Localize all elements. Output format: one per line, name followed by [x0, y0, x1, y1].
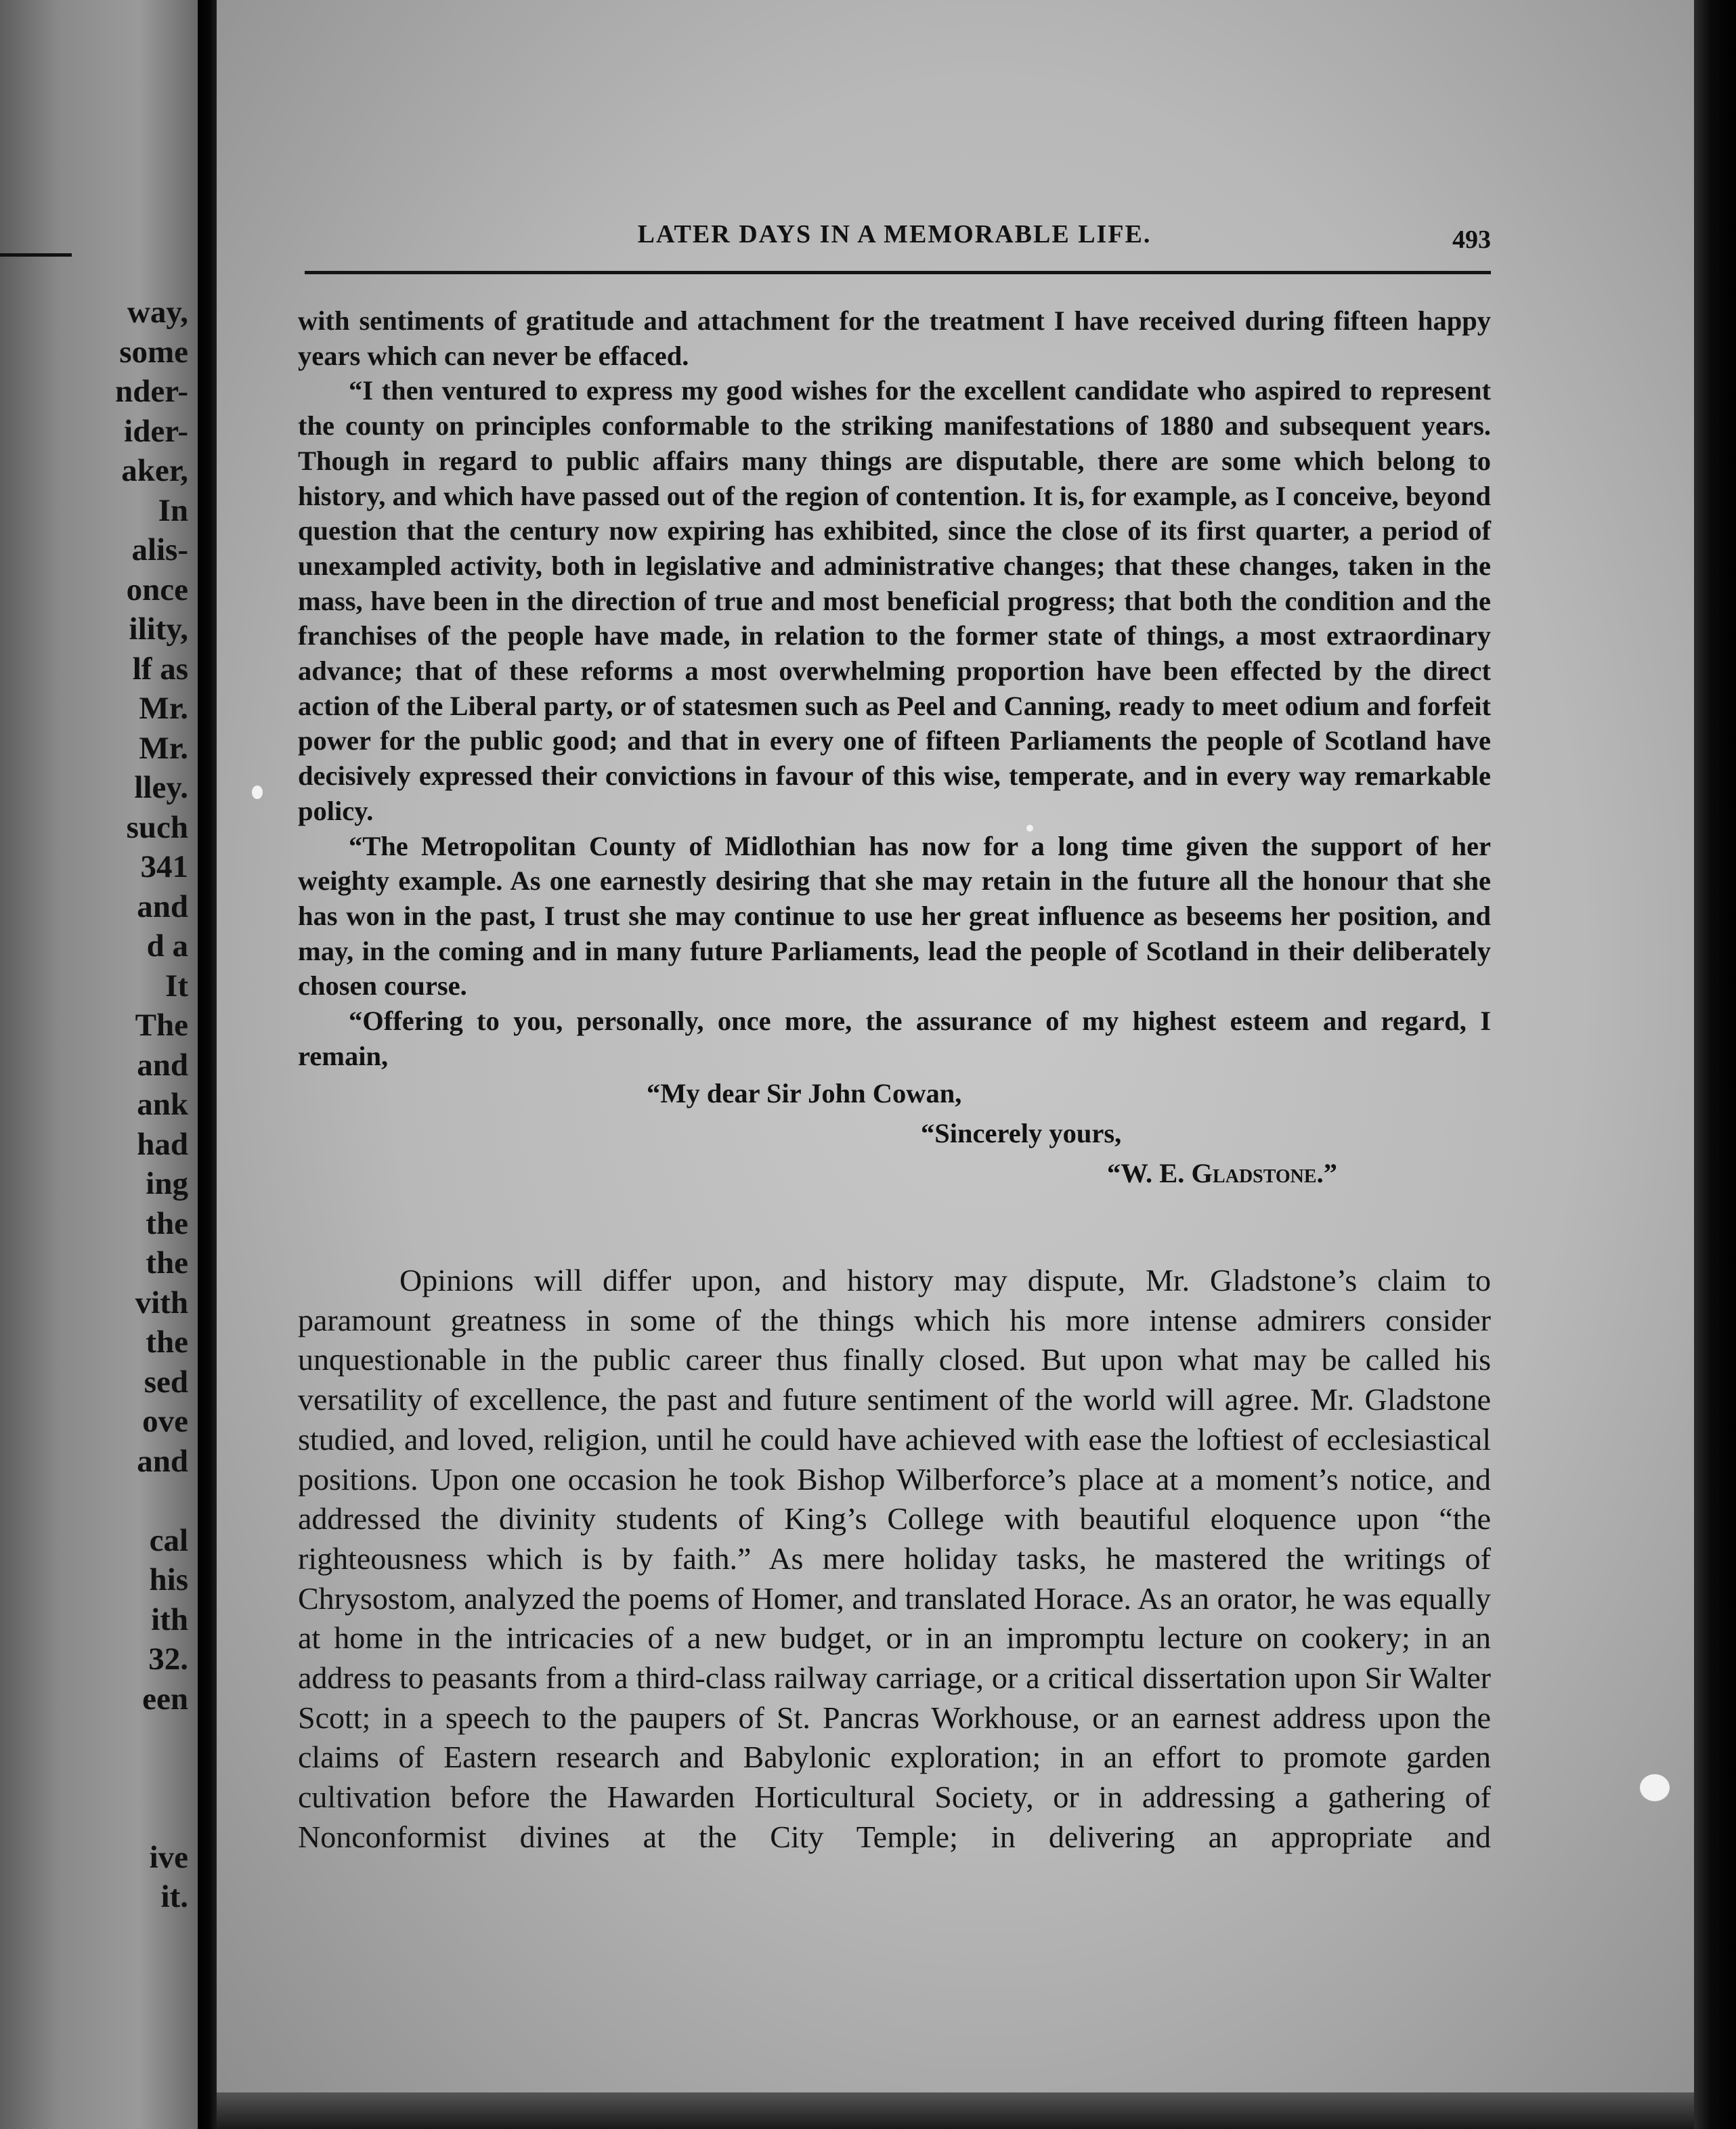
- previous-page-fragment: een: [142, 1681, 188, 1717]
- header-rule: [305, 271, 1491, 274]
- letter-paragraph: “The Metropolitan County of Midlothian has now for a long time given the support of her weighty example. As one earnestly desiring that she may retain in the future all the honour that she has won in the past, I trust she may continue to use her great influence as beseems her position, and may, in the coming and in many future Parliaments, lead the people of Scotland in their deliberately chosen course.: [298, 830, 1491, 1002]
- previous-page-fragment: ive: [149, 1839, 188, 1875]
- previous-page-text-fragments: [53, 293, 188, 1917]
- previous-page-fragment: 341: [140, 849, 188, 884]
- letter-paragraph: with sentiments of gratitude and attachment for the treatment I have received during fifteen happy years which can never be effaced.: [298, 305, 1491, 371]
- previous-page-fragment: nder-: [115, 374, 188, 409]
- quoted-letter: [298, 303, 1491, 1193]
- previous-page-fragment: once: [126, 572, 188, 607]
- previous-page-fragment: it.: [160, 1879, 188, 1914]
- previous-page-fragment: ith: [151, 1601, 188, 1637]
- page-number: 493: [1452, 225, 1491, 254]
- paper-speck: [252, 786, 263, 799]
- previous-page-fragment: alis-: [131, 532, 188, 567]
- previous-page-fragment: ank: [137, 1087, 188, 1122]
- previous-page-fragment: ove: [142, 1404, 188, 1439]
- previous-page-fragment: aker,: [121, 453, 188, 488]
- previous-page-edge: [0, 0, 198, 2129]
- previous-page-gap: [53, 1481, 188, 1521]
- letter-signature: “W. E. Gladstone.”: [1107, 1158, 1337, 1189]
- previous-page-fragment: and: [137, 888, 188, 924]
- paper-speck: [1640, 1774, 1670, 1801]
- previous-page-fragment: The: [135, 1008, 188, 1043]
- running-head-title: LATER DAYS IN A MEMORABLE LIFE.: [637, 220, 1152, 249]
- previous-page-fragment: ing: [146, 1166, 188, 1201]
- previous-page-rule: [0, 253, 72, 257]
- previous-page-gap: [53, 1719, 188, 1759]
- previous-page-fragment: 32.: [148, 1641, 188, 1677]
- previous-page-fragment: the: [146, 1325, 188, 1360]
- previous-page-fragment: the: [146, 1245, 188, 1281]
- previous-page-fragment: way,: [127, 295, 188, 330]
- previous-page-gap: [53, 1759, 188, 1799]
- previous-page-fragment: lf as: [132, 651, 188, 687]
- page-right-edge: [1694, 0, 1736, 2129]
- previous-page-fragment: some: [119, 334, 188, 370]
- previous-page-fragment: ider-: [124, 413, 188, 449]
- previous-page-fragment: sed: [144, 1364, 188, 1400]
- previous-page-fragment: and: [137, 1443, 188, 1479]
- previous-page-fragment: had: [137, 1126, 188, 1162]
- letter-paragraph: “Offering to you, personally, once more, the assurance of my highest esteem and regard, I remain,: [298, 1006, 1491, 1071]
- previous-page-fragment: and: [137, 1047, 188, 1083]
- running-head: [298, 215, 1491, 256]
- book-gutter: [198, 0, 217, 2129]
- previous-page-fragment: the: [146, 1205, 188, 1241]
- previous-page-fragment: ility,: [129, 611, 188, 647]
- previous-page-fragment: lley.: [134, 770, 188, 805]
- letter-salutation: “My dear Sir John Cowan,: [647, 1078, 962, 1109]
- previous-page-fragment: d a: [146, 928, 188, 964]
- letter-closing: “Sincerely yours,: [921, 1118, 1122, 1149]
- previous-page-fragment: In: [158, 492, 188, 528]
- previous-page-fragment: Mr.: [139, 691, 188, 726]
- body-paragraph: Opinions will differ upon, and history may dispute, Mr. Gladstone’s claim to paramount greatness in some of the things which his more intense admirers consider unquestionable in the public career thus finally closed. But upon what may be called his versatility of excellence, the past and future sentiment of the world will agree. Mr. Gladstone studied, and loved, religion, until he could have achieved with ease the loftiest of ecclesiastical positions. Upon one occasion he took Bishop Wilberforce’s place at a moment’s notice, and addressed the divinity students of King’s College with beautiful eloquence upon “the righteousness which is by faith.” As mere holiday tasks, he mastered the writings of Chrysostom, analyzed the poems of Homer, and translated Horace. As an orator, he was equally at home in the intricacies of a new budget, or in an impromptu lecture on cookery; in an address to peasants from a third-class railway carriage, or a critical dissertation upon Sir Walter Scott; in a speech to the paupers of St. Pancras Workhouse, or an earnest address upon the claims of Eastern research and Babylonic exploration; in an effort to promote garden cultivation before the Hawarden Horticultural Society, or in addressing a gathering of Nonconformist divines at the City Temple; in delivering an appropriate and: [298, 1263, 1491, 1854]
- body-text: [298, 1261, 1491, 1857]
- previous-page-fragment: such: [126, 809, 188, 845]
- previous-page-gap: [53, 1798, 188, 1838]
- previous-page-fragment: cal: [149, 1522, 188, 1558]
- letter-paragraph: “I then ventured to express my good wishes for the excellent candidate who aspired to represent the county on principles conformable to the striking manifestations of 1880 and subsequent years. Though in regard to public affairs many things are disputable, there are some which belong to history, and which have passed out of the region of contention. It is, for example, as I conceive, beyond question that the century now expiring has exhibited, since the close of its first quarter, a period of unexampled activity, both in legislative and administrative changes; that these changes, taken in the mass, have been in the direction of true and most beneficial progress; that both the condition and the franchises of the people have made, in relation to the former state of things, a most extraordinary advance; that of these reforms a most overwhelming proportion have been effected by the direct action of the Liberal party, or of statesmen such as Peel and Canning, ready to meet odium and forfeit power for the public good; and that in every one of fifteen Parliaments the people of Scotland have decisively expressed their convictions in favour of this wise, temperate, and in every way remarkable policy.: [298, 375, 1491, 826]
- previous-page-fragment: his: [149, 1562, 188, 1597]
- page-bottom-edge: [217, 2092, 1694, 2129]
- previous-page-fragment: Mr.: [139, 730, 188, 766]
- previous-page-fragment: vith: [135, 1285, 188, 1320]
- previous-page-fragment: It: [165, 968, 188, 1004]
